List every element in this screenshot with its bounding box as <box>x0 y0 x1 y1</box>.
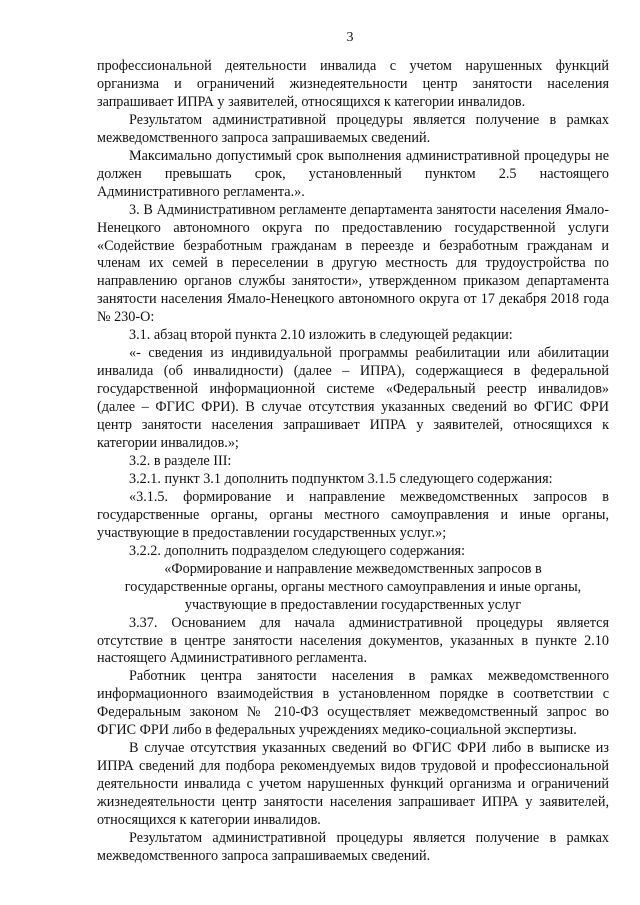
paragraph-item-3-1: 3.1. абзац второй пункта 2.10 изложить в следующей редакции: <box>129 327 513 344</box>
paragraph-continuation: профессиональной деятельности инвалида с учетом нарушенных функций организма и ограничений жизнедеятельности центр занятости населения запрашивает ИПРА у заявителей, относящихся к категории инвалидов. <box>97 58 609 110</box>
paragraph-max-term: Максимально допустимый срок выполнения административной процедуры не должен превышать срок, установленный пунктом 2.5 настоящего Административного регламента.». <box>97 147 609 200</box>
section-heading-line-3: участвующие в предоставлении государственных услуг <box>184 596 522 613</box>
paragraph-final-result: Результатом административной процедуры является получение в рамках межведомственного запроса запрашиваемых сведений. <box>97 829 609 864</box>
document-body <box>97 58 609 866</box>
section-heading-line-2: государственные органы, органы местного самоуправления и иные органы, <box>124 578 582 595</box>
paragraph-quote-3-1-5: «3.1.5. формирование и направление межведомственных запросов в государственные органы, органы местного самоуправления и иные органы, участвующие в предоставлении государственных услуг.»; <box>97 488 609 541</box>
paragraph-result: Результатом административной процедуры является получение в рамках межведомственного запроса запрашиваемых сведений. <box>97 111 609 146</box>
paragraph-quote-ipra: «- сведения из индивидуальной программы реабилитации или абилитации инвалида (об инвалидности) (далее – ИПРА), содержащиеся в федеральной государственной информационной системе «Федеральный реестр инвалидов» (далее – ФГИС ФРИ). В случае отсутствия указанных сведений во ФГИС ФРИ центр занятости населения запрашивает ИПРА у заявителей, относящихся к категории инвалидов.»; <box>97 345 609 452</box>
paragraph-3-37: 3.37. Основанием для начала административной процедуры является отсутствие в центре занятости населения документов, указанных в пункте 2.10 настоящего Административного регламента. <box>97 614 609 667</box>
paragraph-absence-case: В случае отсутствия указанных сведений во ФГИС ФРИ либо в выписке из ИПРА сведений для подбора рекомендуемых видов трудовой и профессиональной деятельности инвалида с учетом нарушенных функций организма и ограничений жизнедеятельности центр занятости населения запрашивает ИПРА у заявителей, относящихся к категории инвалидов. <box>97 740 609 829</box>
paragraph-item-3-2-2: 3.2.2. дополнить подразделом следующего содержания: <box>129 542 466 559</box>
paragraph-employee-request: Работник центра занятости населения в рамках межведомственного информационного взаимодействия в установленном порядке в соответствии с Федеральным законом № 210-ФЗ осуществляет межведомственный запрос во ФГИС ФРИ либо в федеральных учреждениях медико-социальной экспертизы. <box>97 668 609 739</box>
page-number: 3 <box>346 30 354 45</box>
paragraph-item-3: 3. В Административном регламенте департамента занятости населения Ямало-Ненецкого автономного округа по предоставлению государственной услуги «Содействие безработным гражданам в переезде и безработным гражданам и членам их семей в переселении в другую местность для трудоустройства по направлению органов службы занятости», утвержденном приказом департамента занятости населения Ямало-Ненецкого автономного округа от 17 декабря 2018 года № 230-О: <box>97 201 609 326</box>
section-heading <box>97 561 609 615</box>
paragraph-item-3-2: 3.2. в разделе III: <box>129 452 232 469</box>
paragraph-item-3-2-1: 3.2.1. пункт 3.1 дополнить подпунктом 3.1.5 следующего содержания: <box>129 470 553 487</box>
section-heading-line-1: «Формирование и направление межведомственных запросов в <box>164 560 542 577</box>
